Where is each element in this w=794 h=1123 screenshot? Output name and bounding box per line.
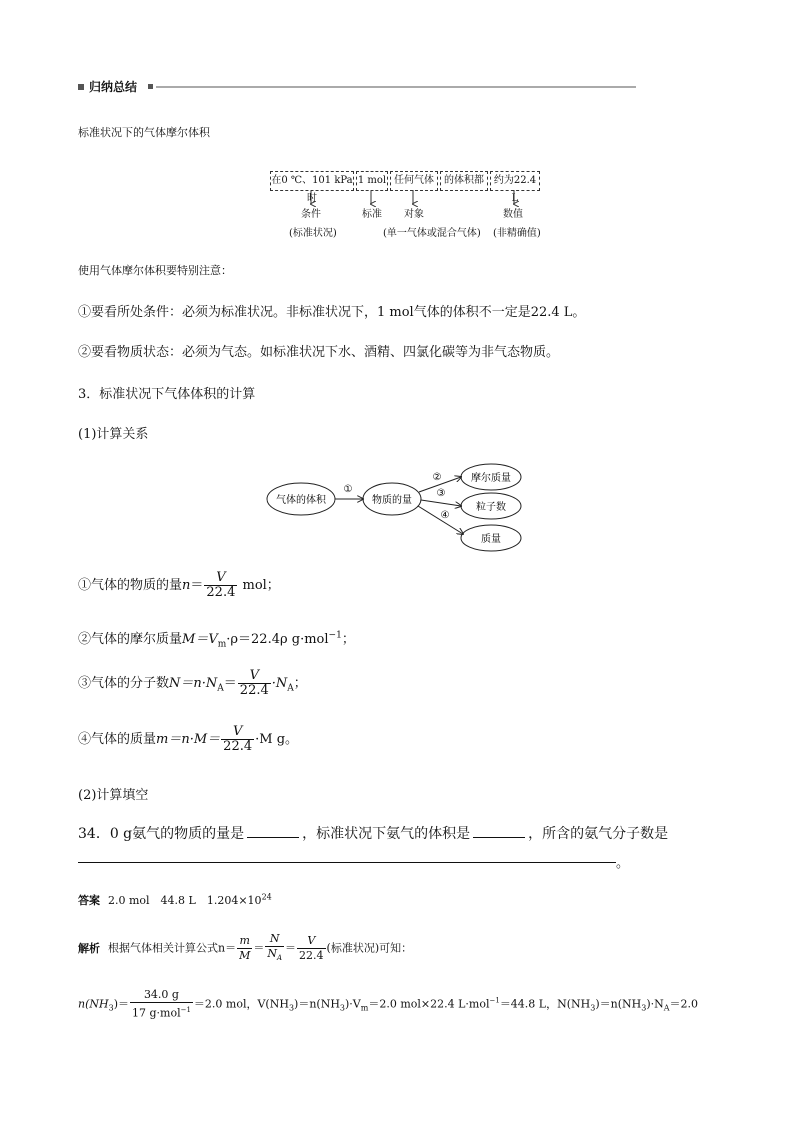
node-mass-label: 质量 [481, 534, 501, 545]
node-molar-mass-label: 摩尔质量 [471, 473, 511, 484]
box-condition: 在0 ℃、101 kPa时 [270, 171, 354, 191]
answer-blank-2[interactable] [473, 825, 525, 838]
section-title: 归纳总结 [89, 80, 138, 94]
analysis: 解析 根据气体相关计算公式n＝ $\frac{m}{M}$ ＝ $\frac{N}{N_A}$ ＝ $\frac{V}{22.4}$ (标准状况)可知： [78, 932, 413, 963]
box-value: 约为22.4 L [490, 171, 540, 191]
section-3-title: 3．标准状况下气体体积的计算 [78, 387, 256, 402]
note-standard-conditions: (标准状况) [289, 228, 337, 239]
answer-label: 答案 [78, 894, 100, 907]
step-1-label: ① [343, 484, 353, 495]
label-value: 数值 [503, 209, 523, 220]
header-rule [156, 86, 636, 88]
node-gas-volume-label: 气体的体积 [276, 495, 326, 506]
note-approx: (非精确值) [493, 228, 541, 239]
question-end: 。 [616, 856, 630, 871]
subsection-calc-fill: (2)计算填空 [78, 788, 149, 803]
step-2-label: ② [432, 472, 442, 483]
subsection-calc-relation: (1)计算关系 [78, 427, 149, 442]
formula-1: ①气体的物质的量n＝ $\frac{V}{22.4}$ mol； [78, 570, 280, 600]
intro-heading: 标准状况下的气体摩尔体积 [78, 126, 210, 139]
answer-blank-1[interactable] [247, 825, 299, 838]
answer: 答案 2.0 mol 44.8 L $1.204\times 10^{24}$ [78, 892, 272, 907]
box-object: 任何气体 [390, 171, 438, 191]
label-condition: 条件 [301, 209, 321, 220]
answer-blank-3[interactable] [78, 862, 616, 863]
diagram-calc-relation [265, 462, 530, 554]
node-particles-label: 粒子数 [476, 502, 506, 513]
notice-item-2: ②要看物质状态：必须为气态。如标准状况下水、酒精、四氯化碳等为非气态物质。 [78, 345, 560, 360]
arrow-step-3 [421, 500, 461, 506]
notice-item-1: ①要看所处条件：必须为标准状况。非标准状况下，1 mol气体的体积不一定是22.4 L。 [78, 305, 586, 320]
header-marker [78, 84, 84, 90]
formula-4: ④气体的质量m＝n·M＝ $\frac{V}{22.4}$ ·M g。 [78, 724, 299, 754]
label-standard: 标准 [362, 209, 382, 220]
step-4-label: ④ [440, 510, 450, 521]
notice-heading: 使用气体摩尔体积要特别注意： [78, 264, 232, 277]
question: 34．0 g氨气的物质的量是 ，标准状况下氨气的体积是 ，所含的氨气分子数是 [78, 826, 669, 842]
header-marker-right [148, 84, 153, 89]
formula-3: ③气体的分子数$N=n\cdot N_A=$ $\frac{V}{22.4}$ $\cdot N_A$； [78, 668, 307, 698]
box-amount: 1 mol [356, 171, 388, 191]
analysis-label: 解析 [78, 941, 100, 955]
step-3-label: ③ [436, 488, 446, 499]
note-gas-type: (单一气体或混合气体) [383, 228, 481, 239]
label-object: 对象 [404, 209, 424, 220]
formula-2: ②气体的摩尔质量$M=V_m\cdot\rho=22.4\rho$ g·mol$^{-1}$； [78, 630, 355, 650]
analysis-calculation: $n(NH_3)=$ $\frac{34.0 g}{17 g\cdot mol^{-1}}$ ＝2.0 mol，$V(NH_3)=n(NH_3)\cdot V_m=2.0$ mol×22.4 L·mol$^{-1}$＝44.8 L，$N(NH_3)=n(NH_3)\cdot N_A=2.0$ [78, 988, 699, 1020]
node-amount-label: 物质的量 [372, 495, 412, 506]
box-volume: 的体积都 [440, 171, 488, 191]
